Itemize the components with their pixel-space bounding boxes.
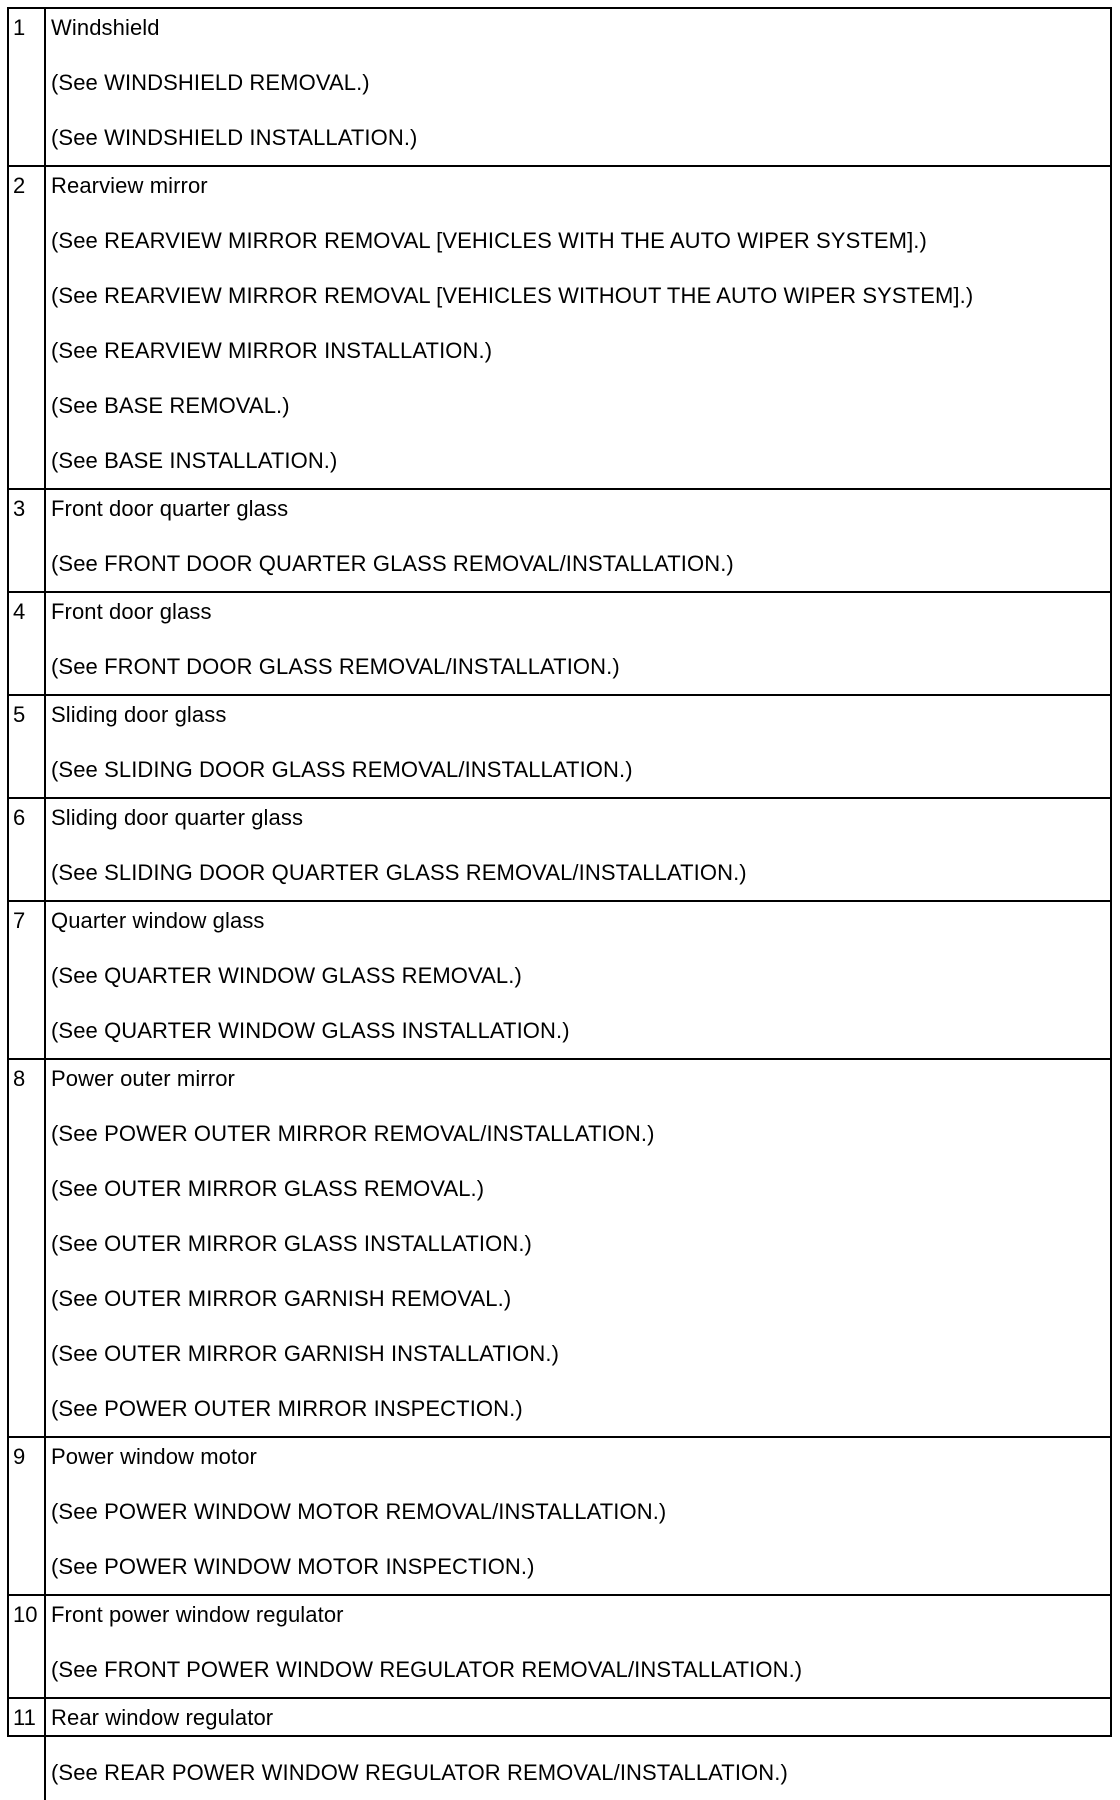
table-row (9, 1438, 1110, 1596)
row-number: 2 (9, 167, 46, 488)
component-name: Front door glass (51, 599, 212, 624)
procedure-reference: (See WINDSHIELD REMOVAL.) (51, 70, 370, 95)
row-content (46, 1699, 1110, 1800)
row-content (46, 1438, 1110, 1594)
procedure-reference: (See SLIDING DOOR QUARTER GLASS REMOVAL/INSTALLATION.) (51, 860, 747, 885)
component-name: Windshield (51, 15, 160, 40)
row-number: 7 (9, 902, 46, 1058)
component-name: Rearview mirror (51, 173, 208, 198)
procedure-reference: (See POWER OUTER MIRROR REMOVAL/INSTALLATION.) (51, 1121, 655, 1146)
parts-reference-table (7, 7, 1112, 1785)
table-row (9, 799, 1110, 902)
row-content (46, 593, 1110, 694)
row-number: 4 (9, 593, 46, 694)
table-row (9, 490, 1110, 593)
component-name: Rear window regulator (51, 1705, 274, 1730)
row-content (46, 799, 1110, 900)
row-content (46, 1596, 1110, 1697)
row-number: 10 (9, 1596, 46, 1697)
component-name: Quarter window glass (51, 908, 265, 933)
table-row (9, 167, 1110, 490)
row-number: 8 (9, 1060, 46, 1436)
procedure-reference: (See POWER OUTER MIRROR INSPECTION.) (51, 1396, 523, 1421)
procedure-reference: (See REARVIEW MIRROR INSTALLATION.) (51, 338, 493, 363)
component-name: Sliding door quarter glass (51, 805, 304, 830)
component-name: Power outer mirror (51, 1066, 235, 1091)
row-content (46, 696, 1110, 797)
row-number: 1 (9, 9, 46, 165)
procedure-reference: (See FRONT DOOR GLASS REMOVAL/INSTALLATION.) (51, 654, 620, 679)
procedure-reference: (See OUTER MIRROR GARNISH INSTALLATION.) (51, 1341, 560, 1366)
table-row (9, 902, 1110, 1060)
table-row (9, 696, 1110, 799)
table-row (9, 593, 1110, 696)
procedure-reference: (See OUTER MIRROR GLASS INSTALLATION.) (51, 1231, 532, 1256)
row-number: 11 (9, 1699, 46, 1800)
procedure-reference: (See OUTER MIRROR GLASS REMOVAL.) (51, 1176, 485, 1201)
procedure-reference: (See REARVIEW MIRROR REMOVAL [VEHICLES WITH THE AUTO WIPER SYSTEM].) (51, 228, 927, 253)
component-name: Sliding door glass (51, 702, 227, 727)
procedure-reference: (See FRONT DOOR QUARTER GLASS REMOVAL/INSTALLATION.) (51, 551, 734, 576)
procedure-reference: (See BASE REMOVAL.) (51, 393, 290, 418)
procedure-reference: (See POWER WINDOW MOTOR INSPECTION.) (51, 1554, 535, 1579)
procedure-reference: (See OUTER MIRROR GARNISH REMOVAL.) (51, 1286, 512, 1311)
component-name: Front door quarter glass (51, 496, 289, 521)
component-name: Power window motor (51, 1444, 257, 1469)
row-number: 3 (9, 490, 46, 591)
procedure-reference: (See POWER WINDOW MOTOR REMOVAL/INSTALLATION.) (51, 1499, 667, 1524)
procedure-reference: (See QUARTER WINDOW GLASS REMOVAL.) (51, 963, 522, 988)
table-row (9, 1596, 1110, 1699)
row-number: 5 (9, 696, 46, 797)
procedure-reference: (See FRONT POWER WINDOW REGULATOR REMOVAL/INSTALLATION.) (51, 1657, 803, 1682)
row-content (46, 490, 1110, 591)
row-number: 6 (9, 799, 46, 900)
table-row (9, 1060, 1110, 1438)
table-row (9, 1699, 1110, 1800)
procedure-reference: (See REAR POWER WINDOW REGULATOR REMOVAL/INSTALLATION.) (51, 1760, 788, 1785)
row-number: 9 (9, 1438, 46, 1594)
procedure-reference: (See REARVIEW MIRROR REMOVAL [VEHICLES WITHOUT THE AUTO WIPER SYSTEM].) (51, 283, 974, 308)
row-content (46, 902, 1110, 1058)
procedure-reference: (See WINDSHIELD INSTALLATION.) (51, 125, 418, 150)
row-content (46, 167, 1110, 488)
component-name: Front power window regulator (51, 1602, 344, 1627)
row-content (46, 1060, 1110, 1436)
procedure-reference: (See BASE INSTALLATION.) (51, 448, 338, 473)
row-content (46, 9, 1110, 165)
procedure-reference: (See QUARTER WINDOW GLASS INSTALLATION.) (51, 1018, 570, 1043)
table-row (9, 9, 1110, 167)
procedure-reference: (See SLIDING DOOR GLASS REMOVAL/INSTALLATION.) (51, 757, 633, 782)
